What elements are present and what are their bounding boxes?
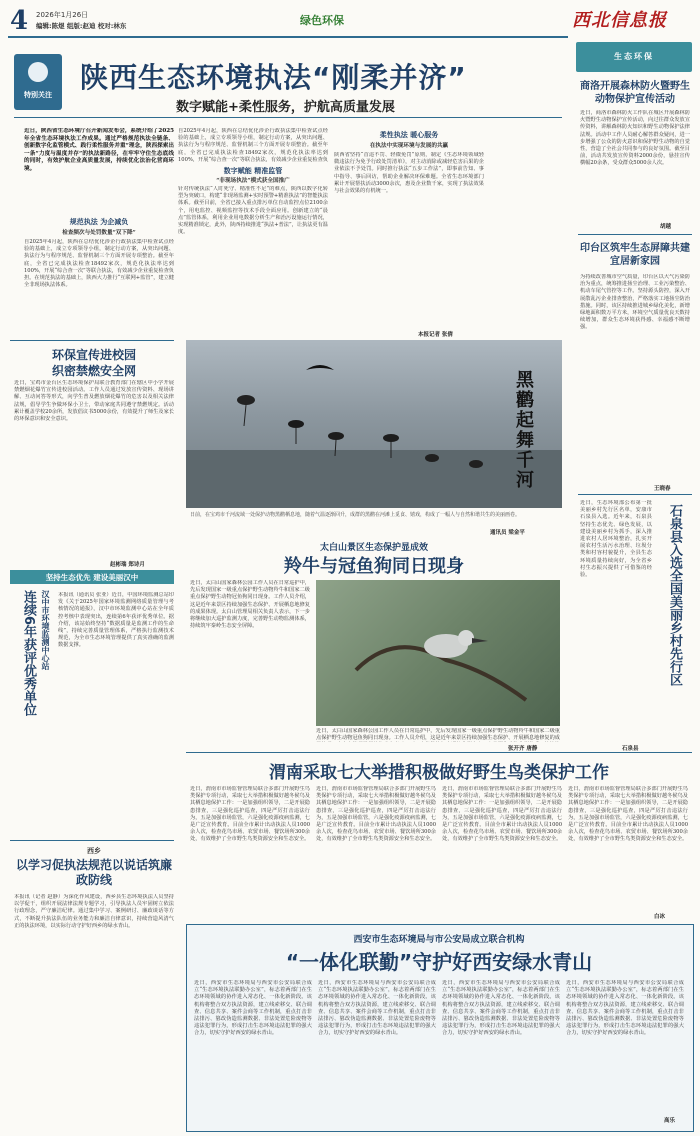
badge-dot (28, 62, 48, 82)
page-number: 4 (10, 6, 29, 36)
wide-story-col2: 近日，渭南市市场监督管理局联合多部门开展野生鸟类保护专项行动，采取七大举措积极做好越冬候鸟及其栖息地保护工作：一是加强组织领导，二是开展隐患排查，三是强化巡护巡查，四是严厉打击违法行为，五是加强市场监管，六是强化疫源疫病监测，七是广泛宣传教育。目前全市累计出动执法人员1000余人次，检查花鸟市场、农贸市场、餐饮场所300余处，有效维护了全市野生鸟类资源安全和生态安全。 (316, 786, 436, 843)
mid-story-text: 近日，太白山国家森林公园工作人员在日常巡护中，先后发现国家一级重点保护野生动物羚牛和国家二级重点保护野生动物冠鱼狗同日现身。工作人员介绍，这是近年来景区持续加强生态保护、开展栖息地修复的成果体现。太白山管理局相关负责人表示，下一步将继续加大巡护监测力度，完善野生动物监测体系，持续筑牢秦岭生态安全屏障。 (190, 580, 310, 630)
bird-photo (316, 580, 560, 726)
bottom-story-col1: 近日，西安市生态环境局与西安市公安局联合成立“生态环境执法联勤办公室”，标志着两部门在生态环境领域的协作进入常态化、一体化新阶段。该机构将整合双方执法资源，建立线索移交、联合调查、信息共享、案件会商等工作机制，重点打击非法排污、篡改伪造监测数据、非法处置危险废物等违法犯罪行为，形成打击生态环境违法犯罪的强大合力，切实守护好西安的绿水青山。 (194, 980, 312, 1037)
left-story2-banner (10, 570, 174, 584)
sidebar-vertical-title: 石泉县入选全国美丽乡村先行区 (667, 504, 682, 686)
section3-text: 陕西省坚持“首违不罚、轻微免罚”原则，制定《生态环境领域轻微违法行为免予行政处罚清单》，对主动消除或减轻危害后果的企业依法不予处罚。同时推行执法“五步工作法”，即事前告知、事中指导、事后回访，帮助企业解决环保难题。全省生态环境部门累计开展帮扶活动3000余次，惠及企业数千家，实现了执法效果与社会效果的有机统一。 (334, 152, 484, 195)
mid-story-text-2: 近日，太白山国家森林公园工作人员在日常巡护中，先后发现国家一级重点保护野生动物羚牛和国家二级重点保护野生动物冠鱼狗同日现身。工作人员介绍，这是近年来景区持续加强生态保护、开展栖息地修复的成 (316, 728, 560, 742)
sidebar-vertical-byline: 石泉县 (622, 746, 639, 752)
bottom-story-col3: 近日，西安市生态环境局与西安市公安局联合成立“生态环境执法联勤办公室”，标志着两部门在生态环境领域的协作进入常态化、一体化新阶段。该机构将整合双方执法资源，建立线索移交、联合调查、信息共享、案件会商等工作机制，重点打击非法排污、篡改伪造监测数据、非法处置危险废物等违法犯罪行为，形成打击生态环境违法犯罪的强大合力，切实守护好西安的绿水青山。 (442, 980, 560, 1037)
section2-heading: 数字赋能 精准监管 (223, 167, 283, 175)
photo-caption: 日前，在宝鸡市千河流域一处保护动物黑鹳栖息地，随着气温逐渐回升，成群的黑鹳在河滩上觅食、嬉戏，构成了一幅人与自然和谐共生的美丽画卷。 (190, 512, 521, 518)
column-banner-label: 生态环保 (614, 52, 654, 61)
section2-text: 针对传统执法“人盯死守、精准性不足”的难点，陕西以数字化转型为突破口，构建“非现场监测+实时预警+精准执法”的智能执法体系。截至目前，全省已接入重点排污单位自动监控点位2100余个，用电监控、视频监控等技术手段全面应用。创新建立的“晨点”监管体系，利用企业用电数据分析生产和治污设施运行情况，实现精准锁定，此外，陕西持续推进“执法+普法”，让执法更有温度。 (178, 186, 328, 236)
sidebar-top-byline: 胡越 (660, 224, 672, 230)
sidebar-mid-text: 为持续改善城市空气质量，印台区以大气污染防治为重点，统筹推进扬尘治理、工业污染整治、机动车尾气管控等工作。坚持源头防控，深入开展散乱污企业排查整治，严格落实工地扬尘防治措施。同时，该区持续推进城乡绿化美化，新增绿地面积数万平方米，环境空气质量优良天数持续增加，群众生态环境获得感、幸福感不断增强。 (580, 274, 690, 331)
mid-story-title: 羚牛与冠鱼狗同日现身 (284, 556, 464, 577)
feature-rule (14, 117, 562, 118)
photo-credit: 通讯员 梁金平 (490, 530, 525, 536)
section-name: 绿色环保 (300, 14, 344, 27)
section1-subheading: 检查频次与处罚数量“双下降” (62, 230, 136, 236)
left-story2-text: 本报讯（通讯员 张亚）近日，中国环境监测总站印发《关于2025年国家环境监测网络质量管理与考核情况的通报》，汉中市环境监测中心站在全年质控考核中表现突出，连续第6年获评优秀单位。据介绍，该站始终坚持“数据质量是监测工作的生命线”，持续完善质量管理体系，严格执行监测技术规范，为全市生态环境管理提供了真实准确的监测数据支撑。 (58, 592, 174, 649)
left-story2-banner-label: 坚持生态优先 建设美丽汉中 (45, 573, 139, 582)
left-story1-title: 环保宣传进校园 (51, 348, 136, 362)
left-story2-vertical-label: 汉中市环境监测中心站 (41, 590, 50, 670)
bottom-story-col2: 近日，西安市生态环境局与西安市公安局联合成立“生态环境执法联勤办公室”，标志着两部门在生态环境领域的协作进入常态化、一体化新阶段。该机构将整合双方执法资源，建立线索移交、联合调查、信息共享、案件会商等工作机制，重点打击非法排污、篡改伪造监测数据、非法处置危险废物等违法犯罪行为，形成打击生态环境违法犯罪的强大合力，切实守护好西安的绿水青山。 (318, 980, 436, 1037)
mid-story-banner: 太白山景区生态保护显成效 (319, 543, 428, 553)
feature-title: 陕西生态环境执法“刚柔并济” (80, 61, 467, 94)
editor-credits: 编辑:陈煜 组版:赵迪 校对:林东 (36, 22, 127, 30)
feature-subtitle: 数字赋能+柔性服务，护航高质量发展 (176, 100, 395, 115)
column-banner (576, 42, 692, 72)
wide-story-col3: 近日，渭南市市场监督管理局联合多部门开展野生鸟类保护专项行动，采取七大举措积极做好越冬候鸟及其栖息地保护工作：一是加强组织领导，二是开展隐患排查，三是强化巡护巡查，四是严厉打击违法行为，五是加强市场监管，六是强化疫源疫病监测，七是广泛宣传教育。目前全市累计出动执法人员1000余人次，检查花鸟市场、农贸市场、餐饮场所300余处，有效维护了全市野生鸟类资源安全和生态安全。 (442, 786, 562, 843)
left-story3-title: 以学习促执法规范以说话筑廉政防线 (15, 858, 172, 887)
wide-story-byline: 白冰 (654, 914, 666, 920)
wide-story-col1: 近日，渭南市市场监督管理局联合多部门开展野生鸟类保护专项行动，采取七大举措积极做好越冬候鸟及其栖息地保护工作：一是加强组织领导，二是开展隐患排查，三是强化巡护巡查，四是严厉打击违法行为，五是加强市场监管，六是强化疫源疫病监测，七是广泛宣传教育。目前全市累计出动执法人员1000余人次，检查花鸟市场、农贸市场、餐饮场所300余处，有效维护了全市野生鸟类资源安全和生态安全。 (190, 786, 310, 843)
sidebar-divider-1 (578, 234, 692, 235)
badge-label: 特别关注 (24, 91, 52, 99)
left-story3-text: 本报讯（记者 赵静）为深化作风建设，西乡县生态环境执法人员坚持以学促干，组织开展法律法规专题学习，引导执法人员牢固树立依法行政理念，严守廉洁纪律。通过集中学习、案例研讨、廉政谈话等方式，不断提升执法队伍的业务能力和廉洁自律意识，持续营造风清气正的执法环境，以实际行动守护好西乡的绿水青山。 (14, 894, 174, 929)
sidebar-top-title: 商洛开展森林防火暨野生动物保护宣传活动 (580, 81, 690, 105)
section3-heading: 柔性执法 暖心服务 (379, 131, 439, 139)
sidebar-mid-title: 印台区筑牢生态屏障共建宜居新家园 (580, 243, 690, 267)
section2-subheading: “非现场执法”模式获全国推广 (216, 178, 290, 184)
left-story1-byline: 赵彬瑞 郑诗月 (110, 562, 145, 568)
wide-divider (186, 752, 692, 753)
section1-text: 自2025年4月起，陕西在总结优化涉企行政执法集中检查试点经验的基础上，成立专项领导小组，制定行动方案，从突出问题、执法行为与程序规范、监督机制三个方面开展专项整治。截至年底，全省已完成执法检查18492家次，规范化执法率达到100%，开展“综合查一次”等联合执法，有效减少企业重复检查负担。在规范执法的基础上，陕西大力推行“互联网+监管”，建立健全非现场执法体系。 (24, 239, 174, 289)
feature-byline: 本报记者 张倩 (418, 332, 453, 338)
left-story3-kicker: 西乡 (87, 846, 101, 855)
wide-story-col4: 近日，渭南市市场监督管理局联合多部门开展野生鸟类保护专项行动，采取七大举措积极做好越冬候鸟及其栖息地保护工作：一是加强组织领导，二是开展隐患排查，三是强化巡护巡查，四是严厉打击违法行为，五是加强市场监管，六是强化疫源疫病监测，七是广泛宣传教育。目前全市累计出动执法人员1000余人次，检查花鸟市场、农贸市场、餐饮场所300余处，有效维护了全市野生鸟类资源安全和生态安全。 (568, 786, 688, 843)
bottom-story-title: “一体化联勤”守护好西安绿水青山 (285, 950, 593, 974)
section1-heading: 规范执法 为企减负 (69, 218, 129, 226)
page-header (0, 0, 700, 48)
bottom-story-kicker: 西安市生态环境局与市公安局成立联合机构 (353, 935, 525, 945)
sidebar-mid-byline: 王晓春 (654, 486, 671, 492)
paper-name: 西北信息报 (572, 10, 667, 31)
left-divider-1 (10, 340, 174, 341)
mid-story-byline: 张开齐 唐静 (508, 746, 538, 752)
left-story2-title: 连续6年获评优秀单位 (21, 590, 36, 717)
section2-intro: 自2025年4月起，陕西在总结优化涉企行政执法集中检查试点经验的基础上，成立专项领导小组，制定行动方案，从突出问题、执法行为与程序规范、监督机制三个方面开展专项整治。截至年底，全省已完成执法检查18492家次，规范化执法率达到100%，开展“综合查一次”等联合执法，有效减少企业重复检查负 (178, 128, 328, 162)
crane-photo (186, 340, 562, 508)
header-rule (8, 36, 568, 38)
left-story1-text: 近日，宝鸡市金台区生态环境保护局联合教育部门在辖区中小学开展禁燃烟花爆竹宣传进校园活动。工作人员通过发放宣传资料、现场讲解、互动问答等形式，向学生普及燃放烟花爆竹的危害以及相关法律法规，倡导学生争做环保小卫士，带动家庭共同遵守禁燃规定。活动累计覆盖学校20余所，发放倡议书5000余份，有效提升了师生及家长的环保意识和安全意识。 (14, 380, 174, 423)
bird-photo-image (316, 580, 560, 726)
bottom-story-col4: 近日，西安市生态环境局与西安市公安局联合成立“生态环境执法联勤办公室”，标志着两部门在生态环境领域的协作进入常态化、一体化新阶段。该机构将整合双方执法资源，建立线索移交、联合调查、信息共享、案件会商等工作机制，重点打击非法排污、篡改伪造监测数据、非法处置危险废物等违法犯罪行为，形成打击生态环境违法犯罪的强大合力，切实守护好西安的绿水青山。 (566, 980, 684, 1037)
sidebar-top-text: 近日，商洛市森林防火工作队在城区开展森林防火暨野生动物保护宣传活动，向过往群众发放宣传资料，讲解森林防火知识和野生动物保护法律法规。活动中工作人员耐心解答群众疑问，进一步增强了公众的防火意识和保护野生动物的自觉性，营造了全社会共同参与的良好氛围。截至目前，活动共发放宣传资料2000余份，悬挂宣传横幅20余条，受众群众5000余人次。 (580, 110, 690, 167)
sidebar-vertical-text: 近日，生态环境部公布第一批美丽乡村先行区名单，安康市石泉县入选。近年来，石泉县坚持生态优先、绿色发展，以建设美丽乡村为抓手，深入推进农村人居环境整治，扎实开展农村生活污水治理、垃圾分类和村容村貌提升，全县生态环境质量持续向好，为全省乡村生态振兴提供了可借鉴的经验。 (580, 500, 652, 579)
photo-vertical-caption: 黑鹳起舞千河 (513, 370, 534, 490)
wide-story-title: 渭南采取七大举措积极做好野生鸟类保护工作 (269, 763, 609, 783)
special-badge (14, 54, 62, 110)
section3-subheading: 在执法中实现环境与发展的共赢 (369, 143, 449, 149)
sidebar-divider-2 (578, 494, 692, 495)
issue-date: 2026年1月26日 (36, 11, 89, 19)
bottom-story-byline: 高乐 (664, 1118, 676, 1124)
feature-lead: 近日，陕西省生态环境厅召开新闻发布会，系统介绍了2025年全省生态环境执法工作成果。通过严格规范执法全链条、创新数字化监管模式、践行柔性服务并重“理念，陕西探索出一条“力度与温度并存”的执法新路径，在牢牢守住生态底线的同时，有效护航企业高质量发展，持续优化法治化营商环境。 (24, 128, 174, 172)
left-divider-3 (10, 840, 174, 841)
left-story1-subtitle: 织密禁燃安全网 (51, 364, 136, 378)
